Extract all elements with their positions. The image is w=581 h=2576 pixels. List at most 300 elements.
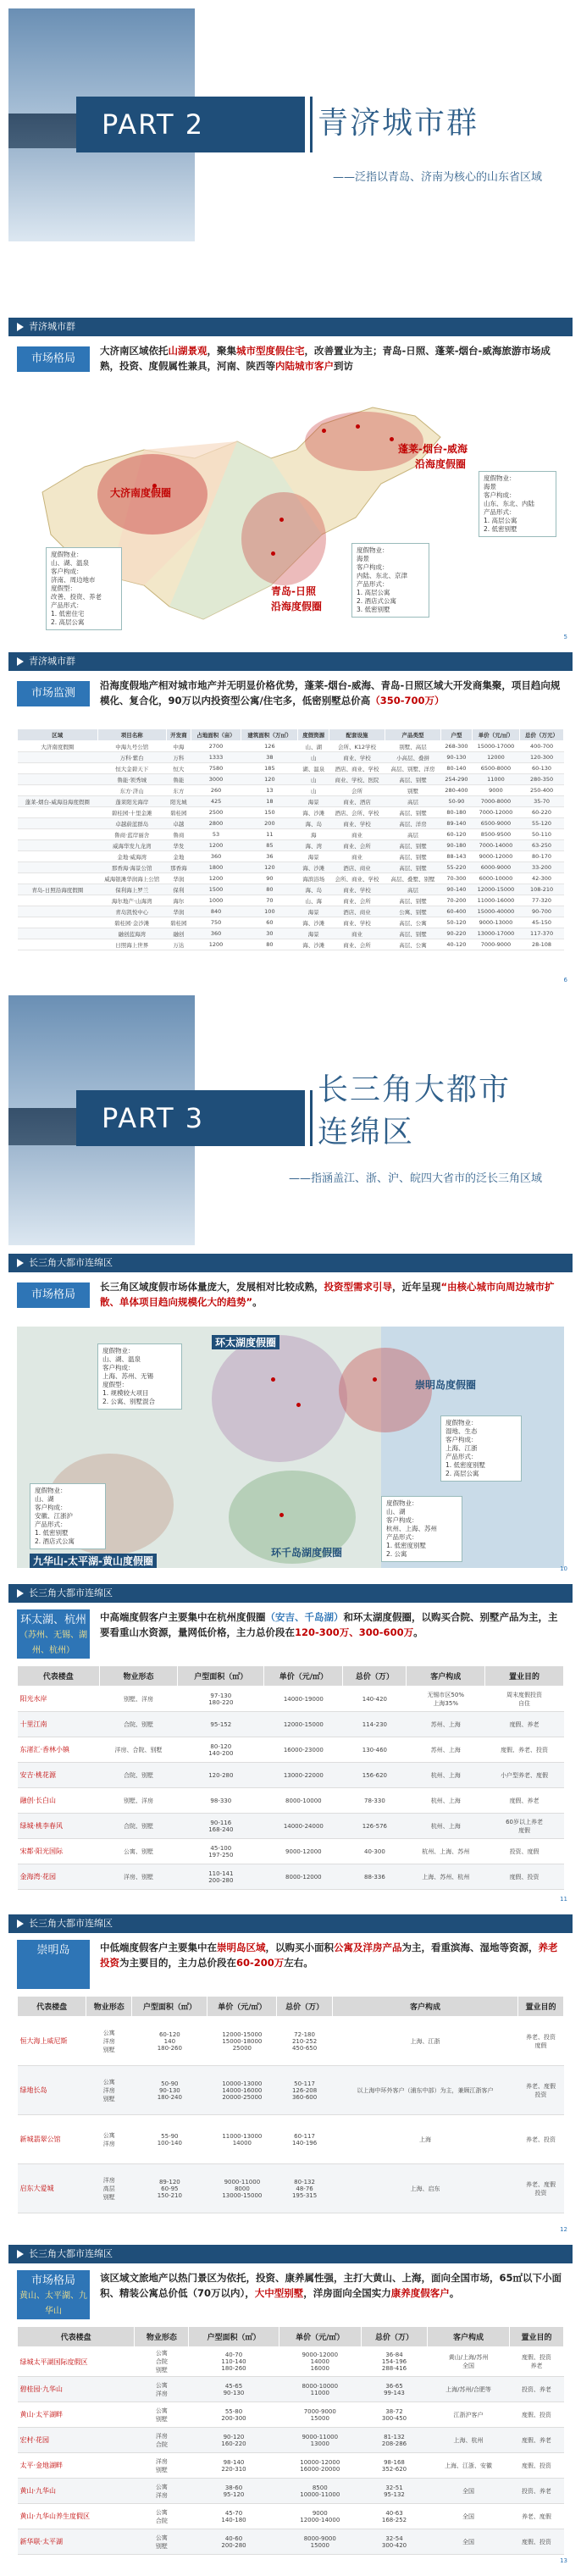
table-cell: 45-150 [520, 917, 564, 928]
table-cell: 88-336 [343, 1864, 407, 1890]
table-cell: 1200 [191, 873, 241, 884]
table-cell [18, 851, 98, 862]
table-cell: 2700 [191, 741, 241, 752]
table-cell: 8000-12000 [264, 1864, 343, 1890]
table-cell: 12000-15000 [264, 1712, 343, 1737]
table-cell: 80-140 [441, 763, 473, 774]
table-cell: 无锡市区50% 上海35% [407, 1687, 485, 1712]
table-cell: 60-220 [520, 807, 564, 818]
slide-header [8, 1254, 573, 1272]
column-header: 代表楼盘 [18, 2327, 135, 2347]
table-cell: 碧桂园·十里金滩 [97, 807, 166, 818]
table-cell: 18 [241, 796, 298, 807]
column-header: 客户构成 [428, 2327, 510, 2347]
table-cell: 55-80 200-300 [189, 2402, 279, 2428]
table-cell: 90-130 [441, 752, 473, 763]
table-cell: 商业 [329, 829, 385, 840]
table-cell: 9000-11000 8000 13000-15000 [208, 2164, 277, 2213]
table-cell: 14000-19000 [264, 1687, 343, 1712]
table-cell: 高层 [385, 829, 441, 840]
part-label: PART 3 [76, 1090, 305, 1146]
table-cell: 100 [241, 906, 298, 917]
table-cell: 公寓、别墅 [99, 1839, 178, 1864]
table-cell: 山 [298, 774, 329, 785]
table-cell: 126-576 [343, 1814, 407, 1839]
intro-text: 沿海度假地产相对城市地产并无明显价格优势，蓬莱-烟台-威海、青岛-日照区域大开发商集聚，项目趋向规模化、复合化，90万以内投资型公寓/住宅多，低密别墅总价高（350-700万） [100, 679, 561, 706]
table-cell: 阳光城 [166, 796, 191, 807]
table-cell: 7000-12000 [472, 807, 519, 818]
table-cell: 32-51 95-132 [361, 2479, 427, 2504]
column-header: 单价（元/㎡） [279, 2327, 361, 2347]
table-cell [18, 752, 98, 763]
table-cell: 商业、学校、医院 [329, 774, 385, 785]
table-cell: 7000-9000 [472, 939, 519, 950]
table-cell: 养老、投资 度假 [518, 2017, 564, 2066]
project-table [17, 728, 564, 950]
part-subtitle: ——指涵盖江、浙、沪、皖四大省市的泛长三角区域 [288, 1172, 542, 1185]
table-cell: 公寓 别墅 [135, 2402, 189, 2428]
table-cell: 50-117 126-208 360-600 [277, 2066, 333, 2115]
table-cell: 洋房 别墅 [135, 2453, 189, 2479]
table-cell: 上海、江浙、安徽 [428, 2453, 510, 2479]
map-label-qingdao-2: 沿海度假圈 [271, 601, 323, 612]
table-cell: 36 [241, 851, 298, 862]
table-cell: 高层、别墅 [385, 807, 441, 818]
note-qingdao: 度假物业： 海景 客户构成： 内陆、东北、京津 产品形式： 1. 高层公寓 2. 酒店式公寓 3. 低密别墅 [351, 543, 429, 618]
table-cell: 40-120 [441, 939, 473, 950]
table-cell: 保利 [166, 884, 191, 895]
table-cell: 华润 [166, 906, 191, 917]
part-title: 青济城市群 [318, 106, 479, 141]
table-cell: 40-60 200-280 [189, 2529, 279, 2555]
table-cell: 会所、K12学校 [329, 741, 385, 752]
table-cell: 98-168 352-620 [361, 2453, 427, 2479]
table-cell: 400-700 [520, 741, 564, 752]
table-cell: 商业、会所 [329, 895, 385, 906]
table-cell: 7580 [191, 763, 241, 774]
table-cell: 公寓、别墅 [385, 906, 441, 917]
note-chongming: 度假物业： 湿地、生态 客户构成： 上海、江浙 产品形式： 1. 低密度别墅 2. 高层公寓 [440, 1415, 522, 1482]
note-jinan: 度假物业： 山、湖、温泉 客户构成： 济南、周边地市 度假型： 改善、投资、养老 产品形式： 1. 低密住宅 2. 高层公寓 [46, 547, 122, 630]
section-label: 市场监测 [17, 681, 90, 706]
table-cell: 东方 [166, 785, 191, 796]
table-cell: 77-320 [520, 895, 564, 906]
column-header: 占地面积（亩） [191, 729, 241, 741]
column-header: 度假资源 [298, 729, 329, 741]
table-cell: 80 [241, 884, 298, 895]
table-row [18, 752, 564, 763]
table-cell: 高层、别墅 [385, 774, 441, 785]
table-cell [18, 928, 98, 939]
table-row [18, 741, 564, 752]
table-cell: 高层、别墅 [385, 895, 441, 906]
project-marker [373, 1377, 377, 1382]
table-cell: 8500 10000-11000 [279, 2479, 361, 2504]
table-cell: 山 [298, 752, 329, 763]
table-cell: 度假、投资 [509, 2402, 563, 2428]
table-cell: 89-140 [441, 818, 473, 829]
table-cell: 融创·长白山 [18, 1788, 100, 1814]
table-cell: 36-84 154-196 288-416 [361, 2347, 427, 2377]
table-cell: 度假、投资 养老 [509, 2347, 563, 2377]
table-cell: 中海 [166, 741, 191, 752]
page-number: 13 [560, 2557, 567, 2564]
table-cell: 9000-12000 [472, 851, 519, 862]
column-header: 单价（元/㎡） [264, 1666, 343, 1687]
table-cell: 全国 [428, 2504, 510, 2529]
table-cell: 60岁以上养老 度假 [485, 1814, 564, 1839]
table-cell: 13000-17000 [472, 928, 519, 939]
table-cell [18, 862, 98, 873]
table-cell: 60-117 140-196 [277, 2115, 333, 2164]
table-cell: 金地 [166, 851, 191, 862]
table-cell: 保利海上罗兰 [97, 884, 166, 895]
table-cell: 别墅、洋房 [99, 1687, 178, 1712]
table-cell: 9000 [472, 785, 519, 796]
table-cell: 高层、公寓 [385, 939, 441, 950]
table-cell: 养老、投资 [518, 2115, 564, 2164]
table-cell [18, 906, 98, 917]
table-cell: 78-330 [343, 1788, 407, 1814]
table-cell: 融创 [166, 928, 191, 939]
table-cell: 90-700 [520, 906, 564, 917]
table-cell: 8000-10000 11000 [279, 2377, 361, 2402]
table-row [18, 818, 564, 829]
divider [310, 1090, 313, 1146]
table-row [18, 2347, 564, 2377]
table-cell: 360 [191, 928, 241, 939]
table-cell: 度假、养老 [485, 1712, 564, 1737]
table-cell: 小户型养老、度假 [485, 1763, 564, 1788]
table-cell: 90-140 [441, 884, 473, 895]
slide-header [8, 1914, 573, 1933]
part-2-banner [8, 8, 573, 241]
table-cell: 合院、别墅 [99, 1712, 178, 1737]
table-cell: 新城翡翠公馆 [18, 2115, 86, 2164]
table-cell: 60-400 [441, 906, 473, 917]
table-cell: 80-120 140-200 [178, 1737, 264, 1763]
table-cell: 威海银滩华润海上公馆 [97, 873, 166, 884]
table-cell: 750 [191, 917, 241, 928]
table-cell [18, 873, 98, 884]
table-cell: 60 [241, 917, 298, 928]
table-cell: 55-220 [441, 862, 473, 873]
table-cell: 黄山·九华山养生度假区 [18, 2504, 135, 2529]
note-qiandao: 度假物业： 山、湖 客户构成： 杭州、上海、苏州 产品形式： 1. 低密度别墅 2. 公寓 [381, 1496, 462, 1562]
table-row [18, 2453, 564, 2479]
table-cell: 98-140 220-310 [189, 2453, 279, 2479]
table-cell: 商业、学校 [329, 917, 385, 928]
project-marker [356, 424, 360, 429]
table-cell: 周末度假投资 自住 [485, 1687, 564, 1712]
table-cell: 公寓 洋房 [86, 2115, 132, 2164]
table-cell: 上海 [332, 2115, 517, 2164]
table-cell: 宋都·阳光国际 [18, 1839, 100, 1864]
qingdao-zone [241, 492, 326, 585]
table-cell: 恒大海上威尼斯 [18, 2017, 86, 2066]
table-row [18, 906, 564, 917]
section-label: 崇明岛 [17, 1940, 90, 1989]
column-header: 配套设施 [329, 729, 385, 741]
table-cell: 黄山·九华山 [18, 2479, 135, 2504]
map-label-jiuhua: 九华山-太平湖-黄山度假圈 [30, 1554, 157, 1568]
map-label-chongming: 崇明岛度假圈 [415, 1379, 477, 1391]
table-cell [18, 840, 98, 851]
table-cell: 东方·济山 [97, 785, 166, 796]
table-cell: 万达 [166, 939, 191, 950]
table-cell: 50-90 [441, 796, 473, 807]
table-cell: 海尔 [166, 895, 191, 906]
table-cell: 33-200 [520, 862, 564, 873]
table-cell: 90 [241, 873, 298, 884]
table-cell: 碧桂园 [166, 807, 191, 818]
table-cell: 268-300 [441, 741, 473, 752]
table-cell: 156-620 [343, 1763, 407, 1788]
table-cell: 38-60 95-120 [189, 2479, 279, 2504]
table-cell [18, 785, 98, 796]
column-header: 物业形态 [135, 2327, 189, 2347]
table-cell: 太平·金地湖畔 [18, 2453, 135, 2479]
table-cell: 海、沙滩 [298, 862, 329, 873]
table-cell: 绿城·桃李春风 [18, 1814, 100, 1839]
column-header: 置业目的 [485, 1666, 564, 1687]
table-cell: 3000 [191, 774, 241, 785]
table-cell: 254-290 [441, 774, 473, 785]
table-cell: 别墅、洋房 [99, 1788, 178, 1814]
column-header: 区域 [18, 729, 98, 741]
table-cell: 养老、度假 投资 [518, 2164, 564, 2213]
table-cell: 88-143 [441, 851, 473, 862]
table-row [18, 2377, 564, 2402]
table-cell: 公寓 洋房 别墅 [86, 2066, 132, 2115]
table-cell: 鲁能 [166, 774, 191, 785]
table-cell: 13000-22000 [264, 1763, 343, 1788]
table-cell: 融创蓝海湾 [97, 928, 166, 939]
table-cell: 50-90 90-130 180-240 [132, 2066, 208, 2115]
table-cell: 7000-9000 15000 [279, 2402, 361, 2428]
table-cell: 2500 [191, 807, 241, 818]
table-header [18, 1666, 564, 1687]
section-tab: 青济城市群 [14, 320, 84, 334]
part-title-line-2: 连绵区 [318, 1115, 415, 1150]
project-marker [390, 437, 394, 441]
table-cell: 120-300 [520, 752, 564, 763]
table-cell: 度假、投资 [485, 1864, 564, 1890]
table-row [18, 807, 564, 818]
table-cell: 35-70 [520, 796, 564, 807]
column-header: 置业目的 [518, 1997, 564, 2017]
table-cell: 别墅 [385, 785, 441, 796]
table-cell: 商业、学校 [329, 752, 385, 763]
table-cell: 海滨浴场 [298, 873, 329, 884]
table-row [18, 873, 564, 884]
table-cell: 金海湾·花园 [18, 1864, 100, 1890]
map-label-jinan: 大济南度假圈 [110, 487, 172, 499]
table-row [18, 2017, 564, 2066]
table-cell: 上海、杭州 [428, 2428, 510, 2453]
table-cell: 洋房 合院 [135, 2428, 189, 2453]
table-row [18, 1814, 564, 1839]
table-cell: 绿城太平湖国际度假区 [18, 2347, 135, 2377]
table-cell: 山 [298, 785, 329, 796]
table-cell: 840 [191, 906, 241, 917]
table-cell: 6000-9000 [472, 862, 519, 873]
table-cell: 6000-10000 [472, 873, 519, 884]
table-cell: 53 [191, 829, 241, 840]
table-cell: 60-120 140 180-260 [132, 2017, 208, 2066]
table-cell: 9000-12000 14000 16000 [279, 2347, 361, 2377]
table-cell: 90-120 160-220 [189, 2428, 279, 2453]
table-cell: 黄山·太平湖畔 [18, 2402, 135, 2428]
table-cell: 42-300 [520, 873, 564, 884]
table-cell: 大济南度假圈 [18, 741, 98, 752]
table-cell: 117-370 [520, 928, 564, 939]
page-number: 6 [563, 977, 567, 983]
table-cell: 碧桂园·九华山 [18, 2377, 135, 2402]
project-marker [279, 1513, 284, 1517]
column-header: 代表楼盘 [18, 1666, 100, 1687]
table-cell: 12000 [472, 752, 519, 763]
map-label-taihu: 环太湖度假圈 [212, 1335, 279, 1349]
table-cell: 7000-8000 [472, 796, 519, 807]
table-cell: 260 [191, 785, 241, 796]
table-header [18, 729, 564, 741]
table-cell: 那香海 [166, 862, 191, 873]
table-cell: 70 [241, 895, 298, 906]
table-cell: 32-54 300-420 [361, 2529, 427, 2555]
table-row [18, 928, 564, 939]
table-cell: 280-400 [441, 785, 473, 796]
table-row [18, 851, 564, 862]
section-label: 环太湖、杭州 （苏州、无锡、湖州、杭州） [17, 1609, 90, 1659]
table-cell: 投资、度假 [485, 1839, 564, 1864]
table-cell: 杭州、上海 [407, 1788, 485, 1814]
table-cell: 苏州、上海 [407, 1737, 485, 1763]
table-cell: 杭州、上海、苏州 [407, 1839, 485, 1864]
table-row [18, 2115, 564, 2164]
table-row [18, 2164, 564, 2213]
table-cell: 会所 [329, 785, 385, 796]
table-cell: 14000-24000 [264, 1814, 343, 1839]
project-table [17, 1996, 564, 2213]
slide-qingji-market-pattern [8, 318, 573, 644]
table-cell: 38-72 300-450 [361, 2402, 427, 2428]
column-header: 总价（万） [277, 1997, 333, 2017]
table-cell: 8500-9500 [472, 829, 519, 840]
table-cell: 恒大 [166, 763, 191, 774]
table-cell: 公寓 洋房 [135, 2479, 189, 2504]
project-table [17, 2326, 564, 2555]
table-cell: 280-350 [520, 774, 564, 785]
table-cell: 度假、养老、投资 [485, 1737, 564, 1763]
table-row [18, 785, 564, 796]
table-cell: 1333 [191, 752, 241, 763]
table-cell: 80-170 [520, 851, 564, 862]
table-cell: 80-180 [441, 807, 473, 818]
column-header: 总价（万元） [520, 729, 564, 741]
table-cell: 360 [191, 851, 241, 862]
table-cell: 江浙沪客户 [428, 2402, 510, 2428]
table-cell: 小高层、叠拼 [385, 752, 441, 763]
section-tab: 长三角大都市连绵区 [14, 1256, 121, 1270]
table-cell: 海、岛 [298, 818, 329, 829]
table-cell: 度假、投资 [509, 2529, 563, 2555]
table-cell: 9000-13000 [472, 917, 519, 928]
table-cell: 万科 [166, 752, 191, 763]
table-cell: 1800 [191, 862, 241, 873]
table-cell: 40-63 168-252 [361, 2504, 427, 2529]
project-table [17, 1665, 564, 1890]
table-cell [18, 763, 98, 774]
table-row [18, 939, 564, 950]
table-cell: 海景 [298, 851, 329, 862]
table-cell: 45-65 90-130 [189, 2377, 279, 2402]
table-cell: 50-110 [520, 829, 564, 840]
column-header: 户型 [441, 729, 473, 741]
table-cell: 80-132 48-76 195-315 [277, 2164, 333, 2213]
slide-taihu-hangzhou [8, 1584, 573, 1906]
slide-header [8, 318, 573, 336]
table-cell: 商业、学校 [329, 818, 385, 829]
table-cell: 130-460 [343, 1737, 407, 1763]
table-cell: 114-230 [343, 1712, 407, 1737]
table-cell: 60-120 [441, 829, 473, 840]
table-cell: 商业 [329, 851, 385, 862]
table-cell: 海景 [298, 796, 329, 807]
table-cell: 威海华发九龙湾 [97, 840, 166, 851]
table-cell: 55-120 [520, 818, 564, 829]
table-cell: 海、沙滩 [298, 807, 329, 818]
table-cell: 海景 [298, 906, 329, 917]
table-cell: 蓬莱-烟台-威海沿海度假圈 [18, 796, 98, 807]
table-cell: 湖、温泉 [298, 763, 329, 774]
table-row [18, 2428, 564, 2453]
table-cell: 40-70 110-140 180-260 [189, 2347, 279, 2377]
table-cell: 425 [191, 796, 241, 807]
map-label-penglai-2: 沿海度假圈 [415, 458, 467, 470]
table-cell: 81-132 208-286 [361, 2428, 427, 2453]
section-label: 市场格局 黄山、太平湖、九华山 [17, 2270, 90, 2319]
table-cell: 16000-23000 [264, 1737, 343, 1763]
table-cell: 90-180 [441, 840, 473, 851]
table-cell: 1200 [191, 840, 241, 851]
table-cell: 以上海中环外客户（浦东中部）为主，兼顾江浙客户 [332, 2066, 517, 2115]
table-cell: 上海、江浙 [332, 2017, 517, 2066]
section-label: 市场格局 [17, 1282, 90, 1308]
table-cell: 6500-9000 [472, 818, 519, 829]
table-cell: 宏村·花园 [18, 2428, 135, 2453]
table-cell: 苏州、上海 [407, 1712, 485, 1737]
table-cell: 投资、养老 [509, 2377, 563, 2402]
table-cell: 华润 [166, 873, 191, 884]
table-cell: 11000-13000 14000 [208, 2115, 277, 2164]
section-tab: 长三角大都市连绵区 [14, 2247, 121, 2261]
table-row [18, 2529, 564, 2555]
page-number: 11 [560, 1896, 567, 1903]
table-row [18, 1712, 564, 1737]
column-header: 总价（万） [343, 1666, 407, 1687]
table-cell: 鲁能·领秀城 [97, 774, 166, 785]
table-cell: 126 [241, 741, 298, 752]
table-cell: 启东大爱城 [18, 2164, 86, 2213]
table-cell: 合院、别墅 [99, 1814, 178, 1839]
table-cell: 金地·威海湾 [97, 851, 166, 862]
column-header: 代表楼盘 [18, 1997, 86, 2017]
slide-chongming [8, 1914, 573, 2236]
table-cell: 1500 [191, 884, 241, 895]
column-header: 客户构成 [407, 1666, 485, 1687]
table-cell: 30 [241, 928, 298, 939]
